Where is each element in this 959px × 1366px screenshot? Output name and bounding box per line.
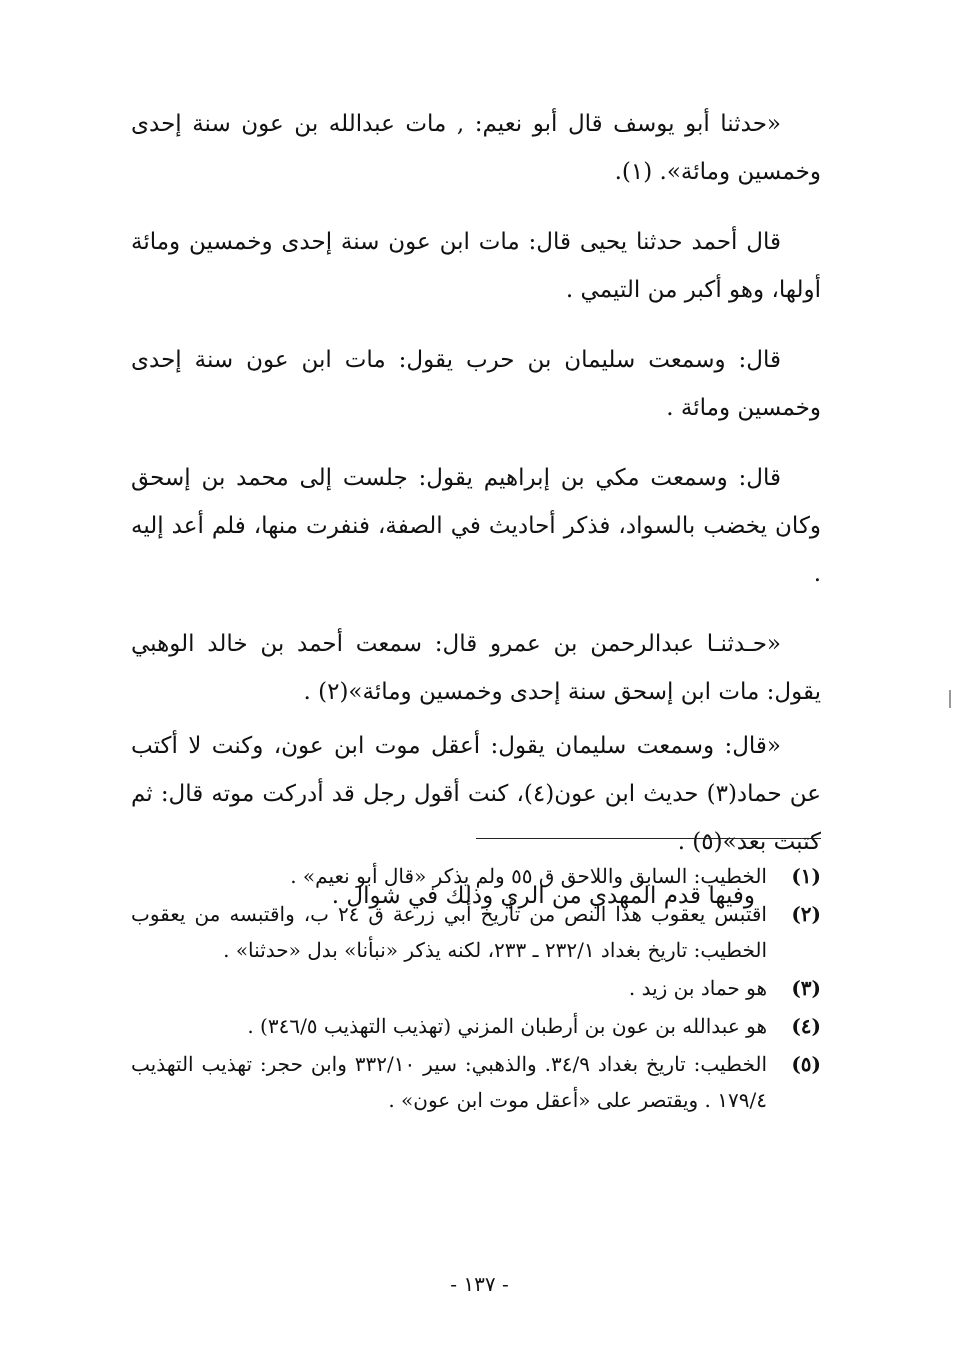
footnote-text: هو عبدالله بن عون بن أرطبان المزني (تهذيب التهذيب ٣٤٦/٥) . [247, 1014, 767, 1038]
footnote-item [131, 1008, 821, 1044]
paragraph-1: «حدثنا أبو يوسف قال أبو نعيم: , مات عبدالله بن عون سنة إحدى وخمسين ومائة». (١). [131, 111, 821, 185]
footnote-text: الخطيب: السابق واللاحق ق ٥٥ ولم يذكر «قال أبو نعيم» . [290, 864, 767, 888]
footnotes [131, 858, 821, 1120]
footnote-text: هو حماد بن زيد . [628, 976, 767, 1000]
footnote-number: (٣) [791, 976, 821, 1000]
footnote-item [131, 1046, 821, 1118]
footnote-number: (٤) [791, 1014, 821, 1038]
paragraph-7: وفيها قدم المهدي من الري وذلك في شوال . [331, 883, 755, 909]
footnote-text: اقتبس يعقوب هذا النص من تأريخ أبي زرعة ق ٢٤ ب، واقتبسه من يعقوب الخطيب: تاريخ بغداد ٢٣٢/١ ـ ٢٣٣، لكنه يذكر «نبأنا» بدل «حدثنا» . [131, 902, 767, 962]
footnote-text: الخطيب: تاريخ بغداد ٣٤/٩. والذهبي: سير ٣٣٢/١٠ وابن حجر: تهذيب التهذيب ١٧٩/٤ . ويقتصر على «أعقل موت ابن عون» . [131, 1052, 768, 1112]
footnote-number: (٢) [791, 902, 821, 926]
paragraph-3: قال: وسمعت سليمان بن حرب يقول: مات ابن عون سنة إحدى وخمسين ومائة . [131, 347, 821, 421]
page-number: - ١٣٧ - [450, 1272, 509, 1296]
footnote-item [131, 858, 821, 894]
footnote-divider [476, 838, 821, 839]
margin-mark [949, 690, 951, 708]
paragraph-6: «قال: وسمعت سليمان يقول: أعقل موت ابن عون، وكنت لا أكتب عن حماد(٣) حديث ابن عون(٤)، كنت أقول رجل قد أدركت موته قال: ثم كتبت بعد»(٥) . [131, 733, 822, 855]
paragraph-2: قال أحمد حدثنا يحيى قال: مات ابن عون سنة إحدى وخمسين ومائة أولها، وهو أكبر من التيمي . [131, 229, 821, 303]
footnote-item [131, 970, 821, 1006]
paragraph-5: «حـدثنـا عبدالرحمن بن عمرو قال: سمعت أحمد بن خالد الوهبي يقول: مات ابن إسحق سنة إحدى وخمسين ومائة»(٢) . [131, 631, 821, 705]
main-text [131, 100, 821, 942]
footnote-item [131, 896, 821, 968]
paragraph-4: قال: وسمعت مكي بن إبراهيم يقول: جلست إلى محمد بن إسحق وكان يخضب بالسواد، فذكر أحاديث في الصفة، فنفرت منها، فلم أعد إليه . [131, 465, 821, 587]
footnote-number: (١) [791, 864, 821, 888]
footnote-number: (٥) [791, 1052, 821, 1076]
